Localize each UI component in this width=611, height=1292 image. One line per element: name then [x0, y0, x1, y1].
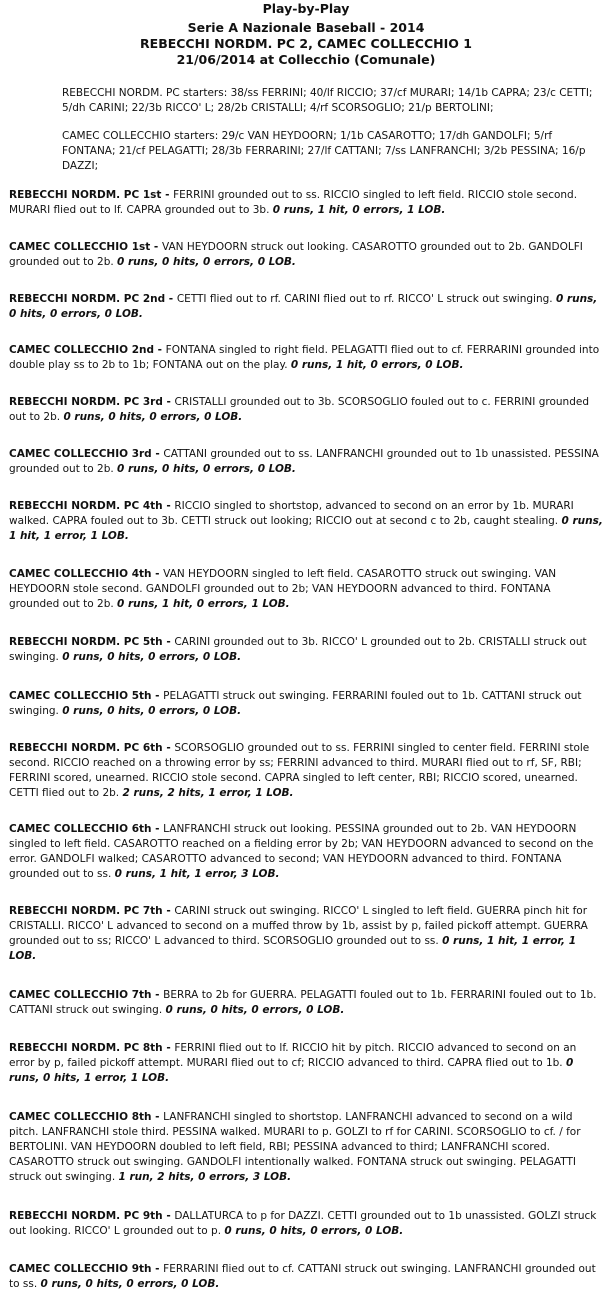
inning-spacer [9, 612, 603, 635]
inning-plays: RICCIO singled to shortstop, advanced to second on an error by 1b. MURARI walked. CAPRA fouled out to 3b. CETTI struck out looking; RICCIO out at second c to 2b, caught stealing. [9, 500, 574, 527]
inning-entry [9, 741, 603, 801]
inning-summary: 0 runs, 1 hit, 0 errors, 1 LOB. [272, 204, 446, 216]
inning-team-label: CAMEC COLLECCHIO 7th - [9, 989, 164, 1001]
inning-summary: 0 runs, 1 hit, 0 errors, 0 LOB. [290, 359, 464, 371]
inning-team-label: CAMEC COLLECCHIO 5th - [9, 690, 164, 702]
inning-team-label: REBECCHI NORDM. PC 6th - [9, 742, 175, 754]
inning-plays: VAN HEYDOORN singled to left field. CASAROTTO struck out swinging. VAN HEYDOORN stole second. GANDOLFI grounded out to 2b; VAN HEYDOORN advanced to third. FONTANA grounded out to 2b. [9, 568, 557, 610]
inning-summary: 0 runs, 1 hit, 1 error, 3 LOB. [114, 868, 280, 880]
inning-summary: 0 runs, 0 hits, 0 errors, 0 LOB. [62, 705, 242, 717]
inning-team-label: REBECCHI NORDM. PC 9th - [9, 1210, 175, 1222]
inning-spacer [9, 1185, 603, 1209]
inning-plays: CARINI grounded out to 3b. RICCO' L grounded out to 2b. CRISTALLI struck out swinging. [9, 636, 587, 663]
inning-list [9, 188, 603, 1292]
inning-spacer [9, 964, 603, 988]
inning-team-label: CAMEC COLLECCHIO 8th - [9, 1111, 164, 1123]
inning-team-label: CAMEC COLLECCHIO 1st - [9, 241, 162, 253]
inning-entry [9, 904, 603, 964]
inning-entry [9, 240, 603, 270]
inning-summary: 2 runs, 2 hits, 1 error, 1 LOB. [122, 787, 294, 799]
inning-spacer [9, 1239, 603, 1262]
inning-team-label: CAMEC COLLECCHIO 9th - [9, 1263, 164, 1275]
inning-spacer [9, 882, 603, 904]
inning-plays: CRISTALLI grounded out to 3b. SCORSOGLIO fouled out to c. FERRINI grounded out to 2b. [9, 396, 589, 423]
inning-plays: BERRA to 2b for GUERRA. PELAGATTI fouled out to 1b. FERRARINI fouled out to 1b. CATTANI struck out swinging. [9, 989, 597, 1016]
inning-entry [9, 292, 603, 322]
inning-team-label: CAMEC COLLECCHIO 6th - [9, 823, 164, 835]
home-starters: REBECCHI NORDM. PC starters: 38/ss FERRINI; 40/lf RICCIO; 37/cf MURARI; 14/1b CAPRA; 23/c CETTI; 5/dh CARINI; 22/3b RICCO' L; 28/2b CRISTALLI; 4/rf SCORSOGLIO; 21/p BERTOLINI; [62, 87, 593, 114]
inning-team-label: CAMEC COLLECCHIO 4th - [9, 568, 164, 580]
inning-entry [9, 447, 603, 477]
inning-plays: SCORSOGLIO grounded out to ss. FERRINI singled to center field. FERRINI stole second. RICCIO reached on a throwing error by ss; FERRINI advanced to third. MURARI flied out to rf, SF, RBI; FERRINI scored, unearned. RICCIO stole second. CAPRA singled to left center, RBI; RICCIO scored, unearned. CETTI flied out to 2b. [9, 742, 590, 799]
inning-spacer [9, 270, 603, 292]
document-header [9, 0, 603, 68]
inning-plays: FONTANA singled to right field. PELAGATTI flied out to cf. FERRARINI grounded into double play ss to 2b to 1b; FONTANA out on the play. [9, 344, 600, 371]
inning-spacer [9, 1086, 603, 1110]
inning-spacer [9, 218, 603, 240]
inning-spacer [9, 665, 603, 689]
inning-plays: DALLATURCA to p for DAZZI. CETTI grounded out to 1b unassisted. GOLZI struck out looking. RICCO' L grounded out to p. [9, 1210, 597, 1237]
inning-entry [9, 343, 603, 373]
inning-spacer [9, 719, 603, 741]
away-starters: CAMEC COLLECCHIO starters: 29/c VAN HEYDOORN; 1/1b CASAROTTO; 17/dh GANDOLFI; 5/rf FONTANA; 21/cf PELAGATTI; 28/3b FERRARINI; 27/lf CATTANI; 7/ss LANFRANCHI; 3/2b PESSINA; 16/p DAZZI; [62, 130, 586, 172]
inning-spacer [9, 801, 603, 822]
inning-summary: 0 runs, 1 hit, 1 error, 1 LOB. [9, 935, 576, 962]
inning-plays: LANFRANCHI struck out looking. PESSINA grounded out to 2b. VAN HEYDOORN singled to left field. CASAROTTO reached on a fielding error by 2b; VAN HEYDOORN advanced to second on the error. GANDOLFI walked; CASAROTTO advanced to second; VAN HEYDOORN advanced to third. FONTANA grounded out to ss. [9, 823, 594, 880]
inning-entry [9, 188, 603, 218]
inning-team-label: REBECCHI NORDM. PC 3rd - [9, 396, 175, 408]
league-title: Serie A Nazionale Baseball - 2014 [187, 20, 425, 35]
inning-plays: CARINI struck out swinging. RICCO' L singled to left field. GUERRA pinch hit for CRISTALLI. RICCO' L advanced to second on a muffed throw by 1b, assist by p, failed pickoff attempt. GUERRA grounded out to ss; RICCO' L advanced to third. SCORSOGLIO grounded out to ss. [9, 905, 588, 947]
starting-lineups [62, 86, 603, 174]
inning-summary: 0 runs, 0 hits, 0 errors, 0 LOB. [117, 256, 296, 268]
inning-summary: 0 runs, 0 hits, 0 errors, 0 LOB. [224, 1225, 404, 1237]
inning-plays: FERRINI flied out to lf. RICCIO hit by pitch. RICCIO advanced to second on an error by p, failed pickoff attempt. MURARI flied out to cf; RICCIO advanced to third. CAPRA flied out to 1b. [9, 1042, 577, 1069]
inning-entry [9, 499, 603, 544]
inning-spacer [9, 1018, 603, 1041]
inning-spacer [9, 322, 603, 343]
inning-summary: 0 runs, 1 hit, 0 errors, 1 LOB. [117, 598, 290, 610]
inning-summary: 0 runs, 0 hits, 0 errors, 0 LOB. [9, 293, 598, 320]
inning-entry [9, 1041, 603, 1086]
inning-plays: PELAGATTI struck out swinging. FERRARINI fouled out to 1b. CATTANI struck out swinging. [9, 690, 582, 717]
inning-team-label: REBECCHI NORDM. PC 8th - [9, 1042, 175, 1054]
inning-entry [9, 988, 603, 1018]
page-title: Play-by-Play [262, 1, 350, 16]
inning-entry [9, 395, 603, 425]
inning-spacer [9, 544, 603, 567]
inning-summary: 0 runs, 0 hits, 1 error, 1 LOB. [9, 1057, 574, 1084]
inning-entry [9, 689, 603, 719]
inning-team-label: REBECCHI NORDM. PC 7th - [9, 905, 175, 917]
inning-team-label: REBECCHI NORDM. PC 5th - [9, 636, 175, 648]
inning-summary: 0 runs, 0 hits, 0 errors, 0 LOB. [63, 411, 243, 423]
inning-team-label: CAMEC COLLECCHIO 2nd - [9, 344, 166, 356]
inning-spacer [9, 425, 603, 447]
inning-spacer [9, 373, 603, 395]
inning-spacer [9, 477, 603, 499]
inning-summary: 0 runs, 0 hits, 0 errors, 0 LOB. [62, 651, 242, 663]
inning-entry [9, 1209, 603, 1239]
inning-team-label: CAMEC COLLECCHIO 3rd - [9, 448, 164, 460]
date-venue: 21/06/2014 at Collecchio (Comunale) [176, 52, 436, 67]
matchup-score: REBECCHI NORDM. PC 2, CAMEC COLLECCHIO 1 [140, 36, 472, 51]
inning-team-label: REBECCHI NORDM. PC 1st - [9, 189, 174, 201]
inning-summary: 0 runs, 1 hit, 1 error, 1 LOB. [9, 515, 603, 542]
inning-team-label: REBECCHI NORDM. PC 4th - [9, 500, 175, 512]
inning-plays: CATTANI grounded out to ss. LANFRANCHI grounded out to 1b unassisted. PESSINA grounded out to 2b. [9, 448, 599, 475]
inning-entry [9, 635, 603, 665]
inning-summary: 0 runs, 0 hits, 0 errors, 0 LOB. [40, 1278, 220, 1290]
inning-plays: VAN HEYDOORN struck out looking. CASAROTTO grounded out to 2b. GANDOLFI grounded out to 2b. [9, 241, 583, 268]
inning-plays: FERRARINI flied out to cf. CATTANI struck out swinging. LANFRANCHI grounded out to ss. [9, 1263, 596, 1290]
inning-summary: 1 run, 2 hits, 0 errors, 3 LOB. [118, 1171, 292, 1183]
inning-summary: 0 runs, 0 hits, 0 errors, 0 LOB. [117, 463, 296, 475]
inning-entry [9, 1110, 603, 1185]
inning-entry [9, 822, 603, 882]
inning-plays: CETTI flied out to rf. CARINI flied out to rf. RICCO' L struck out swinging. [176, 293, 556, 305]
inning-plays: FERRINI grounded out to ss. RICCIO singled to left field. RICCIO stole second. MURARI flied out to lf. CAPRA grounded out to 3b. [9, 189, 578, 216]
inning-plays: LANFRANCHI singled to shortstop. LANFRANCHI advanced to second on a wild pitch. LANFRANCHI stole third. PESSINA walked. MURARI to p. GOLZI to rf for CARINI. SCORSOGLIO to cf. / for BERTOLINI. VAN HEYDOORN doubled to left field, RBI; PESSINA advanced to third; LANFRANCHI scored. CASAROTTO struck out swinging. GANDOLFI intentionally walked. FONTANA struck out swinging. PELAGATTI struck out swinging. [9, 1111, 581, 1183]
inning-team-label: REBECCHI NORDM. PC 2nd - [9, 293, 177, 305]
inning-entry [9, 567, 603, 612]
inning-summary: 0 runs, 0 hits, 0 errors, 0 LOB. [165, 1004, 345, 1016]
